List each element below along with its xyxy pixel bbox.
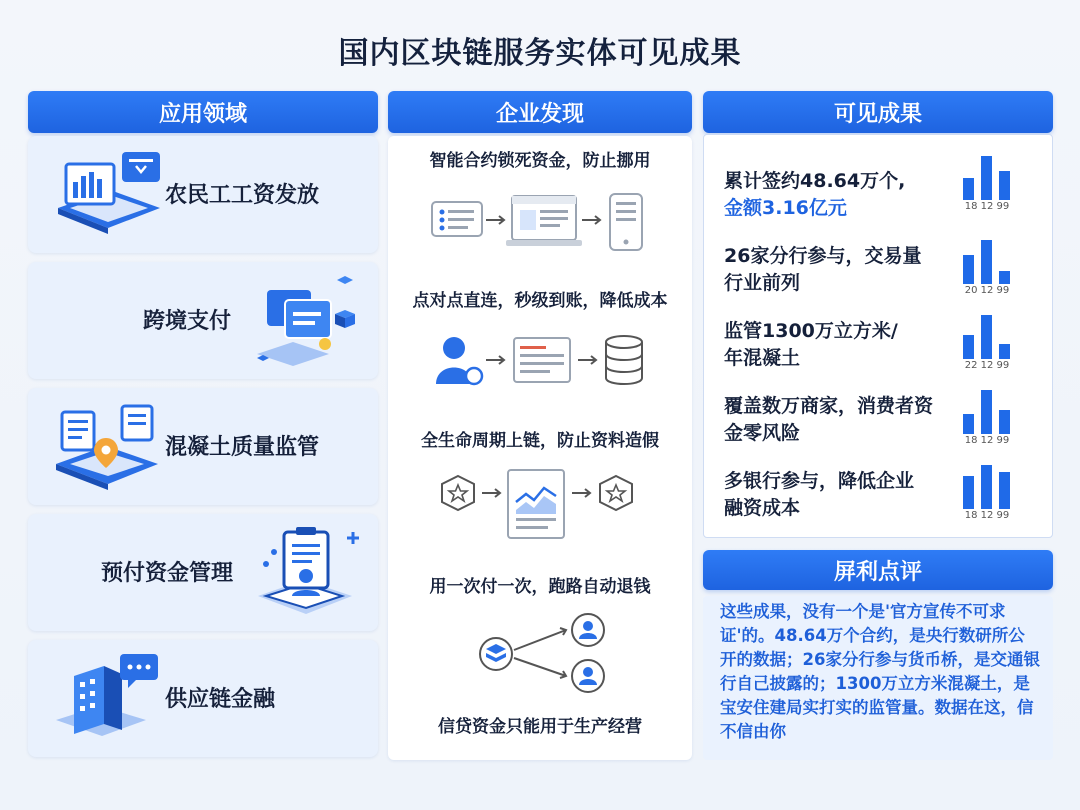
result-item (724, 243, 944, 297)
result-line: 监管1300万立方米/ (724, 320, 898, 342)
result-minichart (955, 238, 1025, 296)
location-monitor-icon (50, 398, 168, 496)
minichart-bar (963, 414, 974, 434)
minichart-bar (963, 335, 974, 359)
result-minichart (955, 388, 1025, 446)
application-label: 预付资金管理 (101, 561, 234, 586)
peer-to-peer-icon (432, 330, 654, 392)
minichart-bar (963, 178, 974, 200)
clipboard-user-icon (252, 524, 378, 624)
contract-flow-icon (430, 190, 652, 254)
header-results: 可见成果 (703, 91, 1053, 133)
payment-cards-icon (253, 270, 373, 370)
minichart-bar (981, 156, 992, 200)
result-item (724, 318, 944, 372)
application-label: 供应链金融 (165, 687, 276, 712)
result-line: 金零风险 (724, 422, 801, 444)
comment-text: 这些成果，没有一个是'官方宣传不可求证'的。48.64万个合约，是央行数研所公开的数据；26家分行参与货币桥，是交通银行自己披露的；1300万立方米混凝土，是宝安住建局实打实的监管量。数据在这，信不信由你 (720, 602, 1040, 741)
application-label: 跨境支付 (143, 309, 232, 334)
result-minichart (955, 313, 1025, 371)
result-line: 多银行参与，降低企业 (724, 470, 915, 492)
result-minichart (955, 463, 1025, 521)
finding-text: 信贷资金只能用于生产经营 (438, 717, 642, 737)
result-highlight: 金额3.16亿元 (724, 197, 847, 219)
application-card-crossborder (28, 262, 378, 379)
minichart-caption: 18 12 99 (964, 510, 1010, 521)
laptop-chart-icon (50, 146, 168, 244)
minichart-bar (981, 465, 992, 509)
finding-text: 智能合约锁死资金，防止挪用 (429, 151, 651, 171)
minichart-caption: 18 12 99 (964, 201, 1010, 212)
application-card-prepaid (28, 514, 378, 631)
application-label: 混凝土质量监管 (165, 435, 320, 460)
minichart-bar (963, 476, 974, 509)
minichart-bar (981, 240, 992, 284)
page-title: 国内区块链服务实体可见成果 (338, 36, 742, 71)
result-line: 覆盖数万商家，消费者资 (724, 395, 934, 417)
header-findings: 企业发现 (388, 91, 692, 133)
finding-text: 点对点直连，秒级到账，降低成本 (412, 291, 668, 311)
minichart-caption: 22 12 99 (964, 360, 1010, 371)
result-item (724, 393, 944, 447)
minichart-bar (999, 271, 1010, 284)
result-line: 26家分行参与，交易量 (724, 245, 922, 267)
minichart-bar (999, 344, 1010, 359)
lifecycle-chain-icon (438, 466, 652, 542)
finding-text: 全生命周期上链，防止资料造假 (421, 431, 659, 451)
result-line: 行业前列 (724, 272, 801, 294)
result-line: 累计签约48.64万个, (724, 170, 906, 192)
minichart-caption: 18 12 99 (964, 435, 1010, 446)
minichart-bar (963, 255, 974, 284)
minichart-bar (981, 390, 992, 434)
application-card-wages (28, 136, 378, 253)
building-chat-icon (50, 650, 168, 748)
application-card-concrete (28, 388, 378, 505)
finding-text: 用一次付一次，跑路自动退钱 (429, 577, 651, 597)
result-line: 融资成本 (724, 497, 801, 519)
minichart-bar (999, 410, 1010, 434)
result-minichart (955, 154, 1025, 212)
comment-header: 屏利点评 (703, 550, 1053, 590)
result-item (724, 468, 944, 522)
application-card-supplychain (28, 640, 378, 757)
result-item (724, 168, 944, 222)
minichart-bar (981, 315, 992, 359)
minichart-caption: 20 12 99 (964, 285, 1010, 296)
minichart-bar (999, 472, 1010, 509)
application-label: 农民工工资发放 (165, 183, 320, 208)
split-payment-icon (474, 612, 614, 694)
result-line: 年混凝土 (724, 347, 801, 369)
minichart-bar (999, 171, 1010, 200)
header-applications: 应用领域 (28, 91, 378, 133)
